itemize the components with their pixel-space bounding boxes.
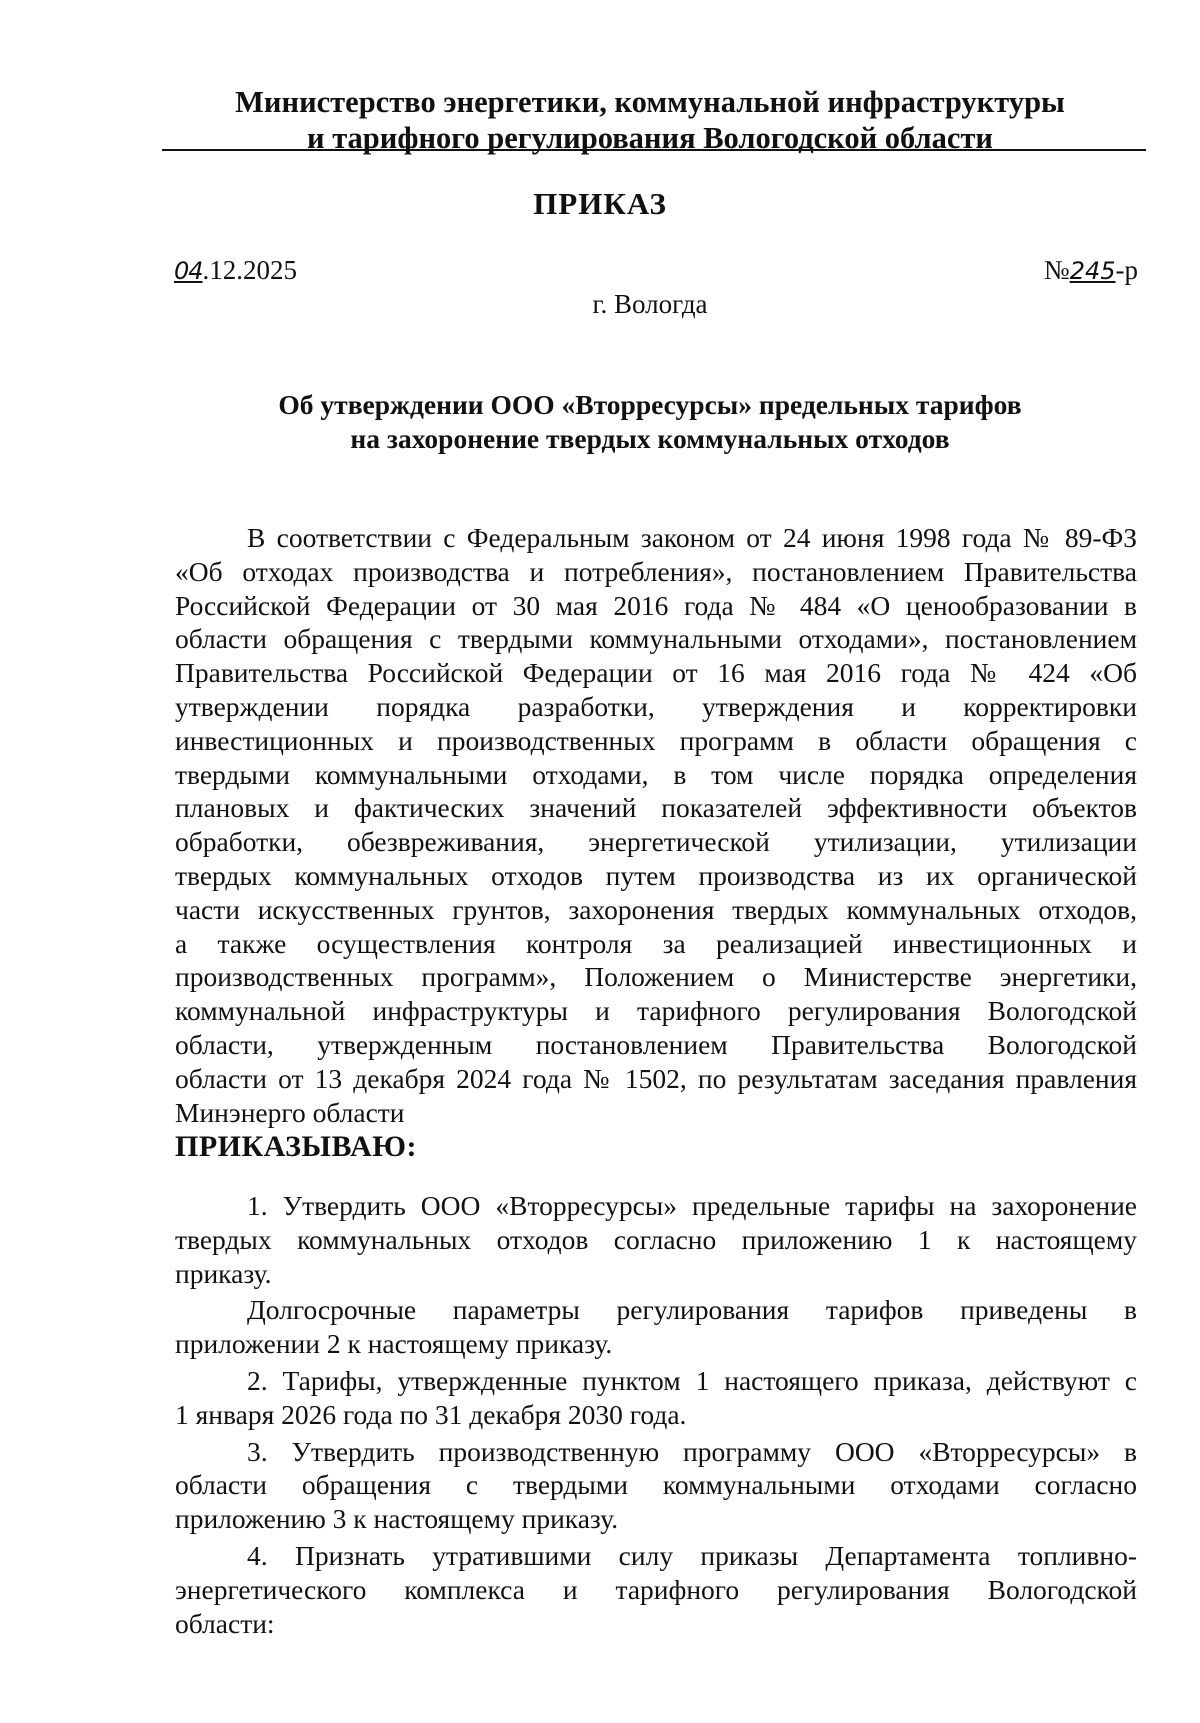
preamble-line: а также осуществления контроля за реализацией инвестиционных и — [175, 927, 1137, 959]
order-item-line: приказу. — [175, 1257, 272, 1289]
preamble-line: производственных программ», Положением о Министерстве энергетики, — [175, 961, 1137, 993]
order-item-line: 1. Утвердить ООО «Вторресурсы» предельные тарифы на захоронение — [247, 1190, 1137, 1221]
order-directive: ПРИКАЗЫВАЮ: — [175, 1130, 418, 1163]
preamble-line: Российской Федерации от 30 мая 2016 года № 484 «О ценообразовании в — [175, 589, 1137, 621]
order-items — [175, 1189, 1137, 1643]
preamble-line: инвестиционных и производственных программ в области обращения с — [175, 724, 1137, 756]
order-item-line: 2. Тарифы, утвержденные пунктом 1 настоящего приказа, действуют с — [247, 1364, 1137, 1396]
preamble-line: твердых коммунальных отходов путем производства из их органической — [175, 859, 1137, 891]
order-item — [175, 1189, 1137, 1290]
ministry-header — [160, 84, 1140, 156]
preamble-line: коммунальной инфраструктуры и тарифного регулирования Вологодской — [175, 995, 1137, 1027]
order-item-line: области: — [175, 1607, 275, 1639]
preamble-line: плановых и фактических значений показателей эффективности объектов — [175, 792, 1137, 824]
preamble-line: утверждении порядка разработки, утверждения и корректировки — [175, 690, 1137, 722]
date-day-handwritten: 04 — [174, 257, 203, 285]
subject-line-1: Об утверждении ООО «Вторресурсы» предельных тарифов — [278, 389, 1022, 420]
order-item — [175, 1539, 1137, 1640]
order-number — [1044, 255, 1138, 286]
order-item-line: 3. Утвердить производственную программу ООО «Вторресурсы» в — [247, 1435, 1137, 1467]
order-item — [175, 1435, 1137, 1536]
preamble-line: твердыми коммунальными отходами, в том числе порядка определения — [175, 758, 1137, 790]
preamble-paragraph — [175, 521, 1137, 1129]
ministry-line-1: Министерство энергетики, коммунальной инфраструктуры — [235, 85, 1065, 119]
number-handwritten: 245 — [1069, 257, 1116, 285]
order-item-line: 1 января 2026 года по 31 декабря 2030 года. — [175, 1398, 687, 1430]
order-item-line: 4. Признать утратившими силу приказы Департамента топливно- — [247, 1539, 1137, 1571]
preamble-line: части искусственных грунтов, захоронения твердых коммунальных отходов, — [175, 893, 1137, 925]
number-suffix: -р — [1115, 255, 1138, 285]
document-type: ПРИКАЗ — [533, 186, 667, 221]
city: г. Вологда — [592, 289, 708, 319]
preamble-line: В соответствии с Федеральным законом от 24 июня 1998 года № 89-ФЗ — [247, 522, 1137, 553]
subject-line-2: на захоронение твердых коммунальных отходов — [350, 423, 950, 454]
order-item — [175, 1293, 1137, 1361]
order-item-line: Долгосрочные параметры регулирования тарифов приведены в — [247, 1294, 1137, 1326]
preamble-line: области обращения с твердыми коммунальными отходами», постановлением — [175, 623, 1137, 655]
preamble-line: области, утвержденным постановлением Правительства Вологодской — [175, 1028, 1137, 1060]
order-item-line: приложении 2 к настоящему приказу. — [175, 1328, 613, 1360]
order-date — [174, 255, 297, 286]
order-item-line: приложению 3 к настоящему приказу. — [175, 1503, 619, 1535]
order-item-line: твердых коммунальных отходов согласно приложению 1 к настоящему — [175, 1223, 1137, 1255]
preamble-line: Правительства Российской Федерации от 16 мая 2016 года № 424 «Об — [175, 657, 1137, 689]
header-divider — [162, 149, 1146, 151]
order-item-line: энергетического комплекса и тарифного регулирования Вологодской — [175, 1573, 1137, 1605]
preamble-line: «Об отходах производства и потребления», постановлением Правительства — [175, 555, 1137, 587]
ministry-line-2: и тарифного регулирования Вологодской области — [307, 121, 993, 155]
order-subject — [160, 388, 1140, 456]
preamble-line: Минэнерго области — [175, 1096, 405, 1128]
order-item — [175, 1364, 1137, 1432]
order-item-line: области обращения с твердыми коммунальными отходами согласно — [175, 1469, 1137, 1501]
date-month-year: .12.2025 — [202, 255, 298, 285]
preamble-line: обработки, обезвреживания, энергетической утилизации, утилизации — [175, 826, 1137, 858]
number-sign: № — [1043, 255, 1070, 285]
preamble-line: области от 13 декабря 2024 года № 1502, по результатам заседания правления — [175, 1062, 1137, 1094]
